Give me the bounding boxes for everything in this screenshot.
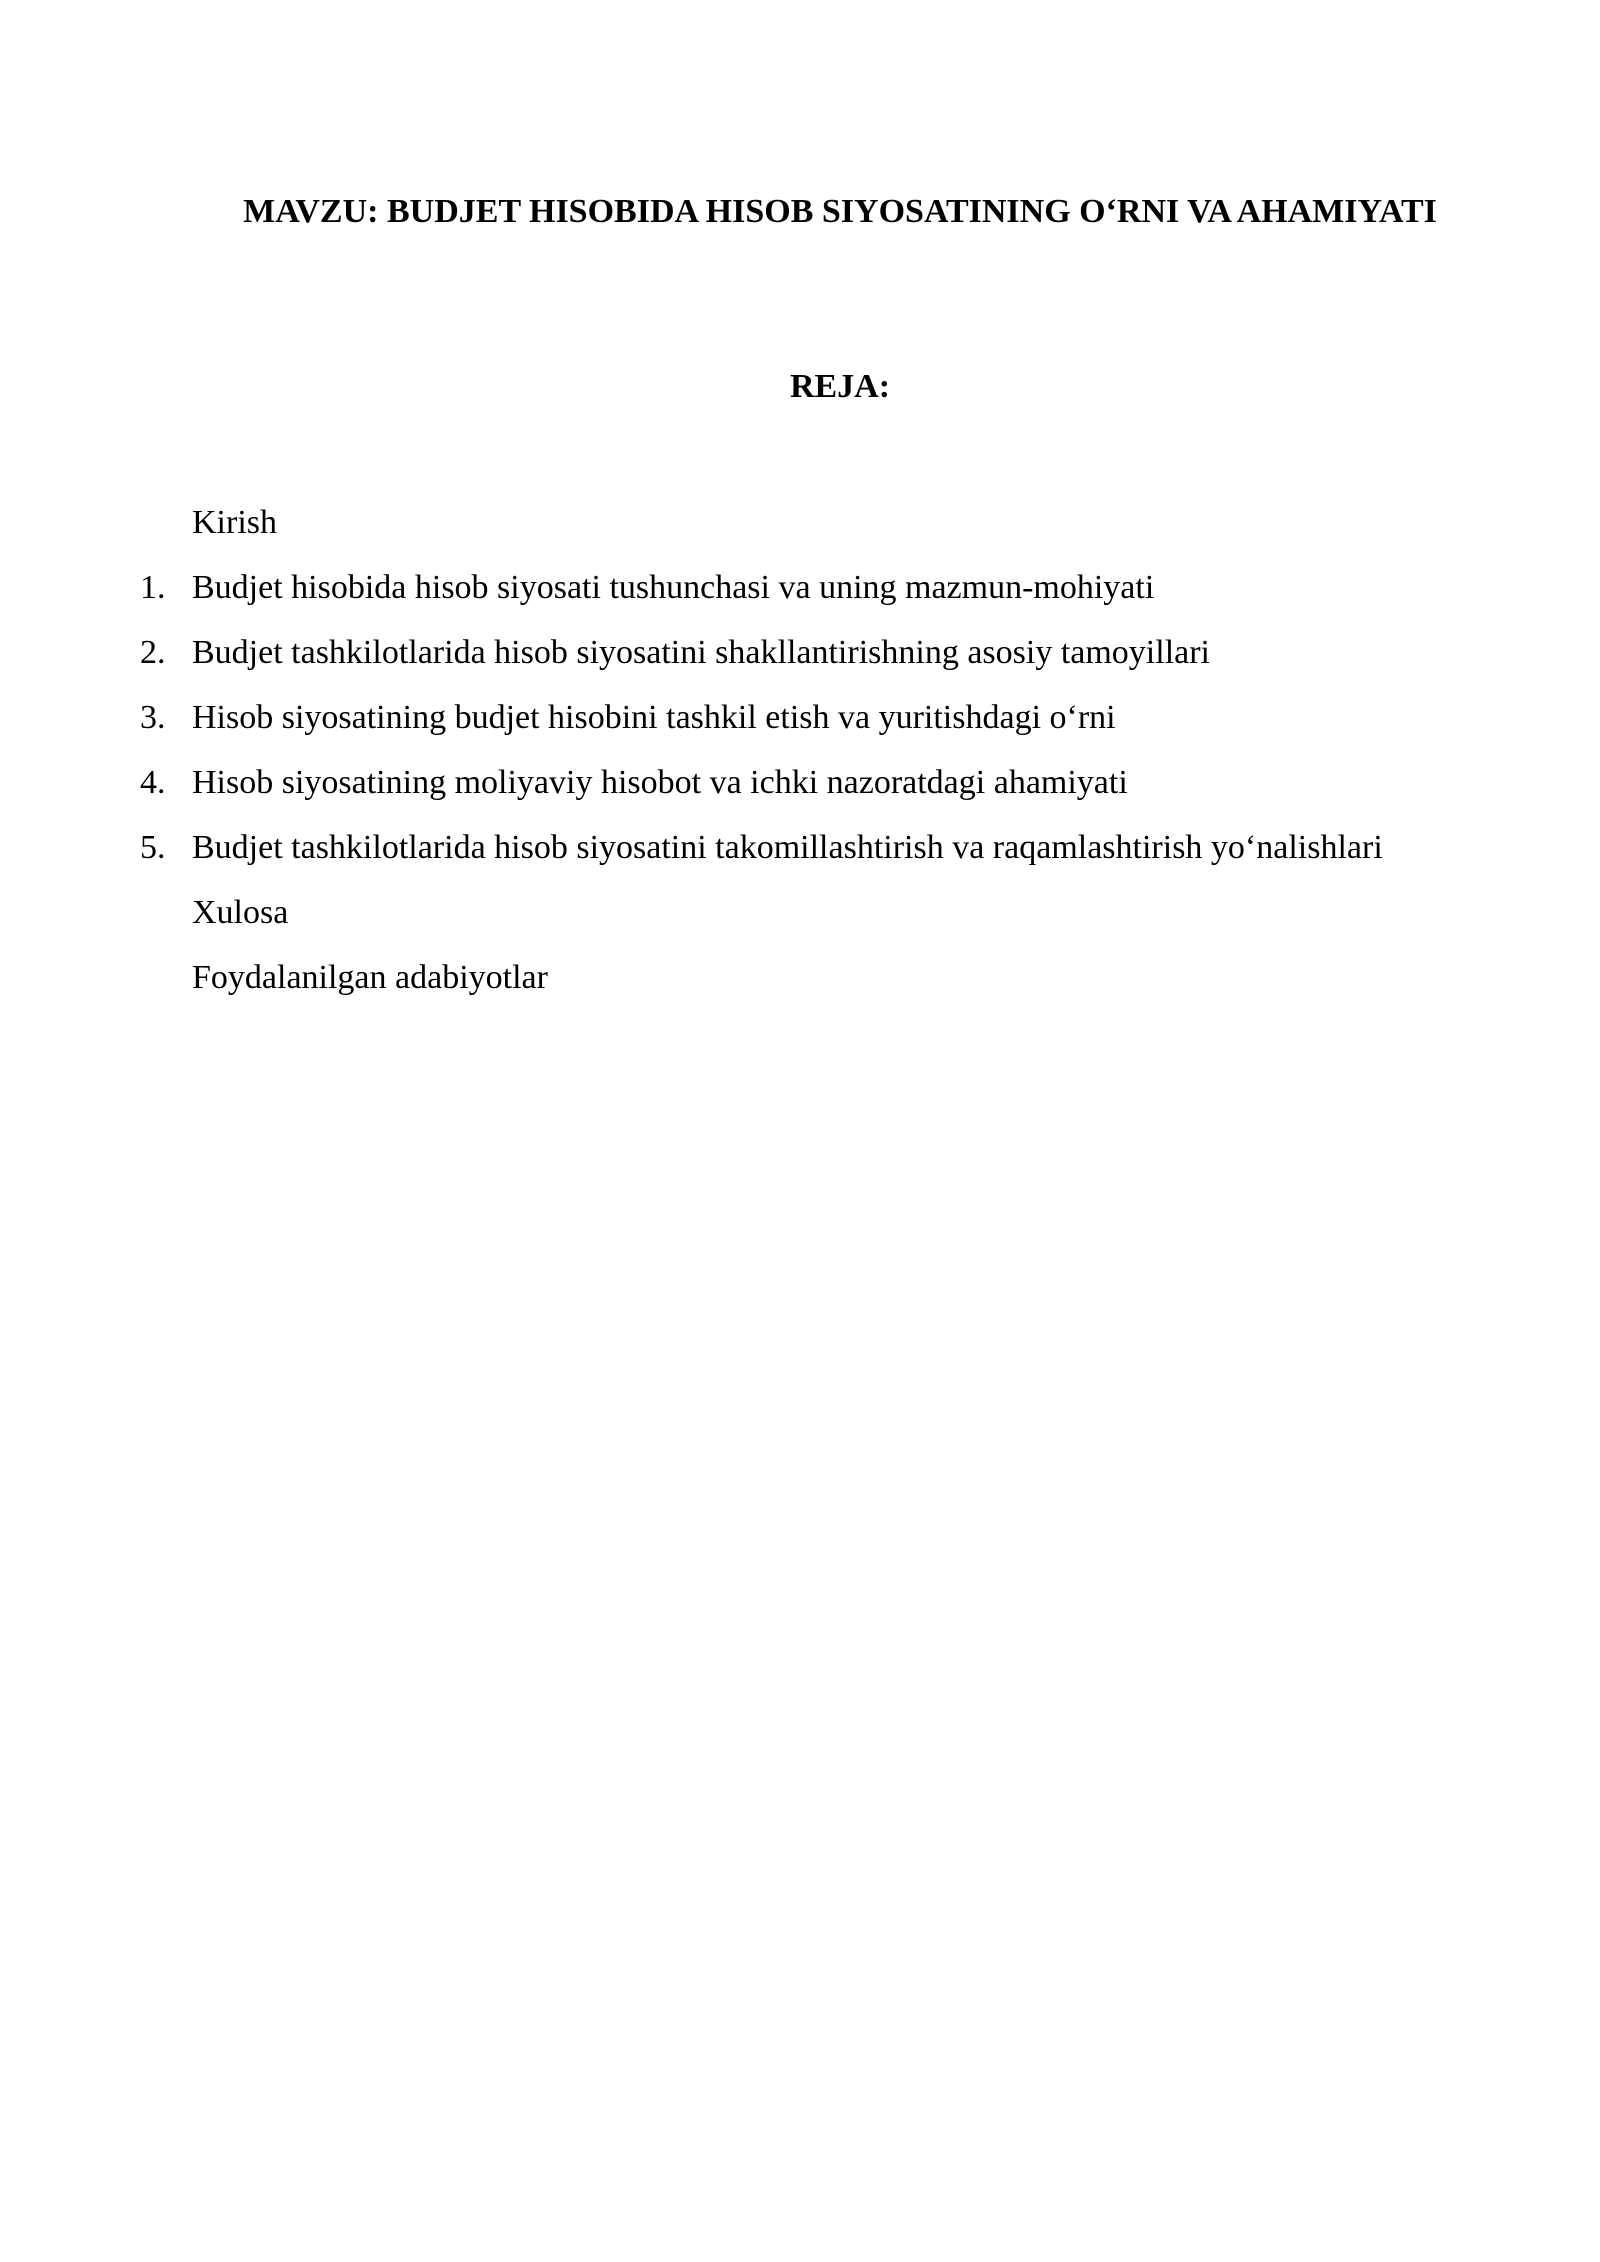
- plan-conclusion-label: Xulosa: [192, 894, 289, 931]
- plan-item-text: Budjet tashkilotlarida hisob siyosatini takomillashtirish va raqamlashtirish yo‘nalishlari: [192, 829, 1383, 866]
- plan-item: [140, 620, 1485, 685]
- plan-item-number: 2.: [140, 634, 166, 671]
- document-title: MAVZU: BUDJET HISOBIDA HISOB SIYOSATINING O‘RNI VA AHAMIYATI: [243, 193, 1437, 230]
- plan-intro: [140, 490, 1485, 555]
- plan-item-text: Budjet hisobida hisob siyosati tushunchasi va uning mazmun-mohiyati: [192, 569, 1155, 606]
- plan-references: [140, 945, 1485, 1010]
- plan-item-number: 3.: [140, 699, 166, 736]
- plan-item-text: Hisob siyosatining moliyaviy hisobot va ichki nazoratdagi ahamiyati: [192, 764, 1128, 801]
- plan-item-text: Hisob siyosatining budjet hisobini tashkil etish va yuritishdagi o‘rni: [192, 699, 1116, 736]
- plan-item: [140, 555, 1485, 620]
- plan-conclusion: [140, 880, 1485, 945]
- plan-item-number: 5.: [140, 829, 166, 866]
- plan-item: [140, 750, 1485, 815]
- plan-heading: REJA:: [789, 368, 891, 405]
- plan-item: [140, 815, 1485, 880]
- plan-list: [140, 490, 1485, 1010]
- plan-item-number: 4.: [140, 764, 166, 801]
- plan-item: [140, 685, 1485, 750]
- plan-references-label: Foydalanilgan adabiyotlar: [192, 959, 548, 996]
- plan-item-number: 1.: [140, 569, 166, 606]
- plan-intro-label: Kirish: [192, 504, 277, 541]
- plan-item-text: Budjet tashkilotlarida hisob siyosatini shakllantirishning asosiy tamoyillari: [192, 634, 1211, 671]
